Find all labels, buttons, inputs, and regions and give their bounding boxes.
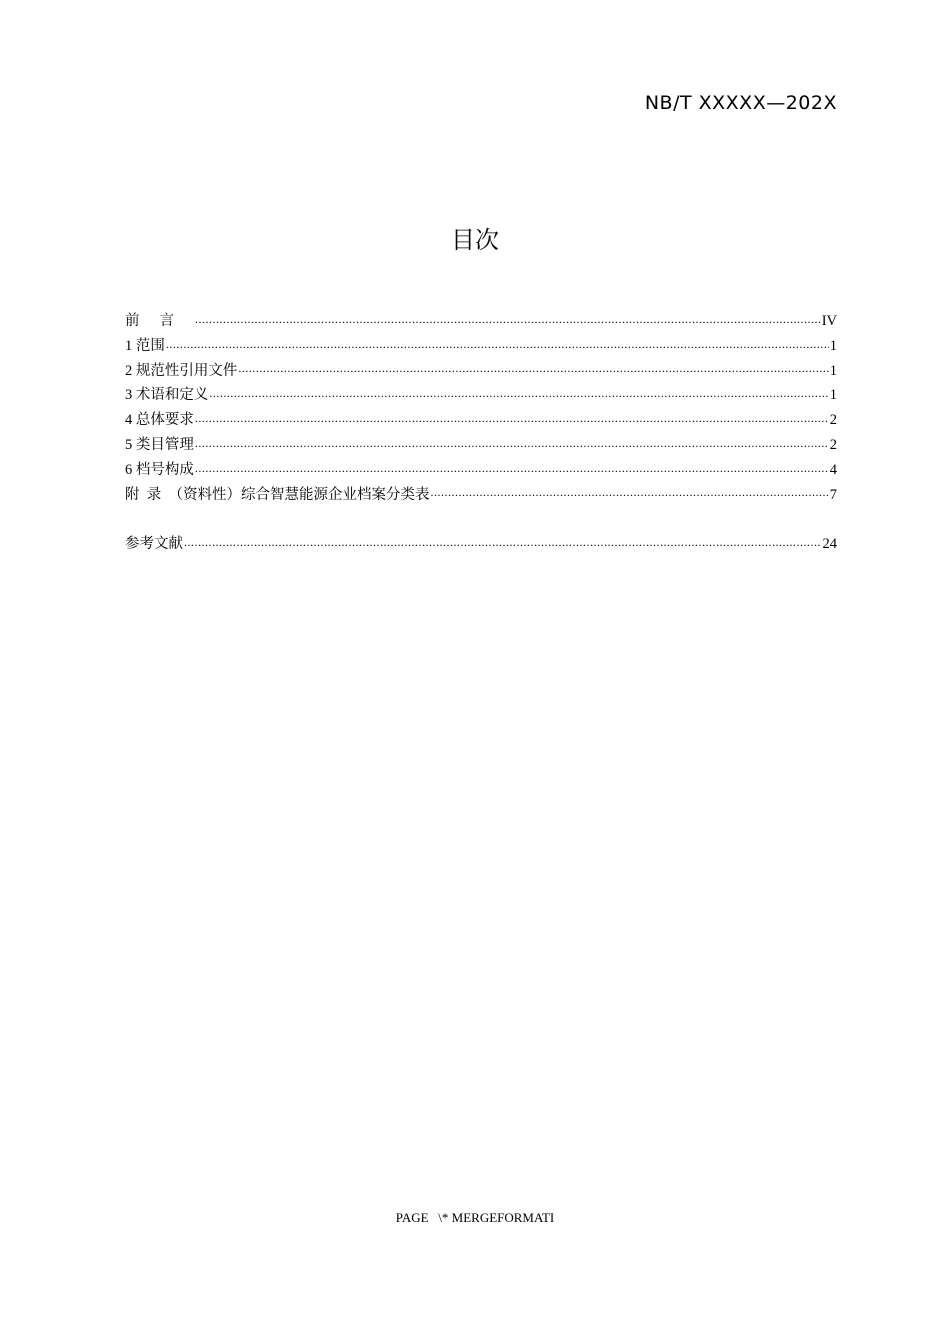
table-of-contents bbox=[125, 309, 837, 557]
toc-entry-label: 附 录 （资料性）综合智慧能源企业档案分类表 bbox=[125, 486, 430, 503]
toc-entry-terms-definitions[interactable] bbox=[125, 383, 837, 408]
toc-entry-general-requirements[interactable] bbox=[125, 408, 837, 433]
toc-entry-normative-references[interactable] bbox=[125, 359, 837, 384]
toc-entry-page: 4 bbox=[829, 461, 837, 478]
toc-entry-page: 24 bbox=[822, 536, 837, 553]
toc-title: 目次 bbox=[451, 226, 499, 254]
toc-entry-page: 1 bbox=[829, 337, 837, 354]
toc-entry-category-management[interactable] bbox=[125, 433, 837, 458]
toc-entry-scope[interactable] bbox=[125, 334, 837, 359]
toc-leader-dots bbox=[195, 434, 829, 449]
toc-entry-page: 1 bbox=[829, 387, 837, 404]
toc-entry-foreword[interactable] bbox=[125, 309, 837, 334]
page-footer-field: PAGE \* MERGEFORMATI bbox=[395, 1210, 555, 1225]
toc-entry-label: 3 术语和定义 bbox=[125, 387, 209, 404]
toc-entry-page: 1 bbox=[829, 362, 837, 379]
toc-leader-dots bbox=[209, 385, 828, 400]
toc-entry-bibliography[interactable] bbox=[125, 532, 837, 557]
toc-entry-label: 6 档号构成 bbox=[125, 461, 194, 478]
toc-entry-label: 5 类目管理 bbox=[125, 436, 194, 453]
toc-entry-page: 2 bbox=[829, 412, 837, 429]
toc-entry-page: 2 bbox=[829, 436, 837, 453]
toc-leader-dots bbox=[166, 335, 829, 350]
toc-entry-page: IV bbox=[821, 313, 837, 329]
toc-entry-label: 4 总体要求 bbox=[125, 412, 194, 429]
toc-entry-appendix[interactable] bbox=[125, 483, 837, 508]
toc-leader-dots bbox=[195, 410, 829, 425]
toc-entry-page: 7 bbox=[829, 486, 837, 503]
toc-leader-dots bbox=[431, 484, 829, 499]
toc-leader-dots bbox=[238, 360, 828, 375]
toc-entry-label: 2 规范性引用文件 bbox=[125, 362, 238, 379]
document-code: NB/T XXXXX—202X bbox=[644, 92, 837, 114]
toc-entry-label: 前言 bbox=[125, 313, 194, 329]
toc-leader-dots bbox=[195, 459, 829, 474]
toc-entry-archive-number[interactable] bbox=[125, 458, 837, 483]
toc-leader-dots bbox=[195, 311, 821, 326]
toc-leader-dots bbox=[184, 534, 822, 549]
toc-entry-label: 参考文献 bbox=[125, 536, 183, 553]
toc-entry-label: 1 范围 bbox=[125, 337, 165, 354]
